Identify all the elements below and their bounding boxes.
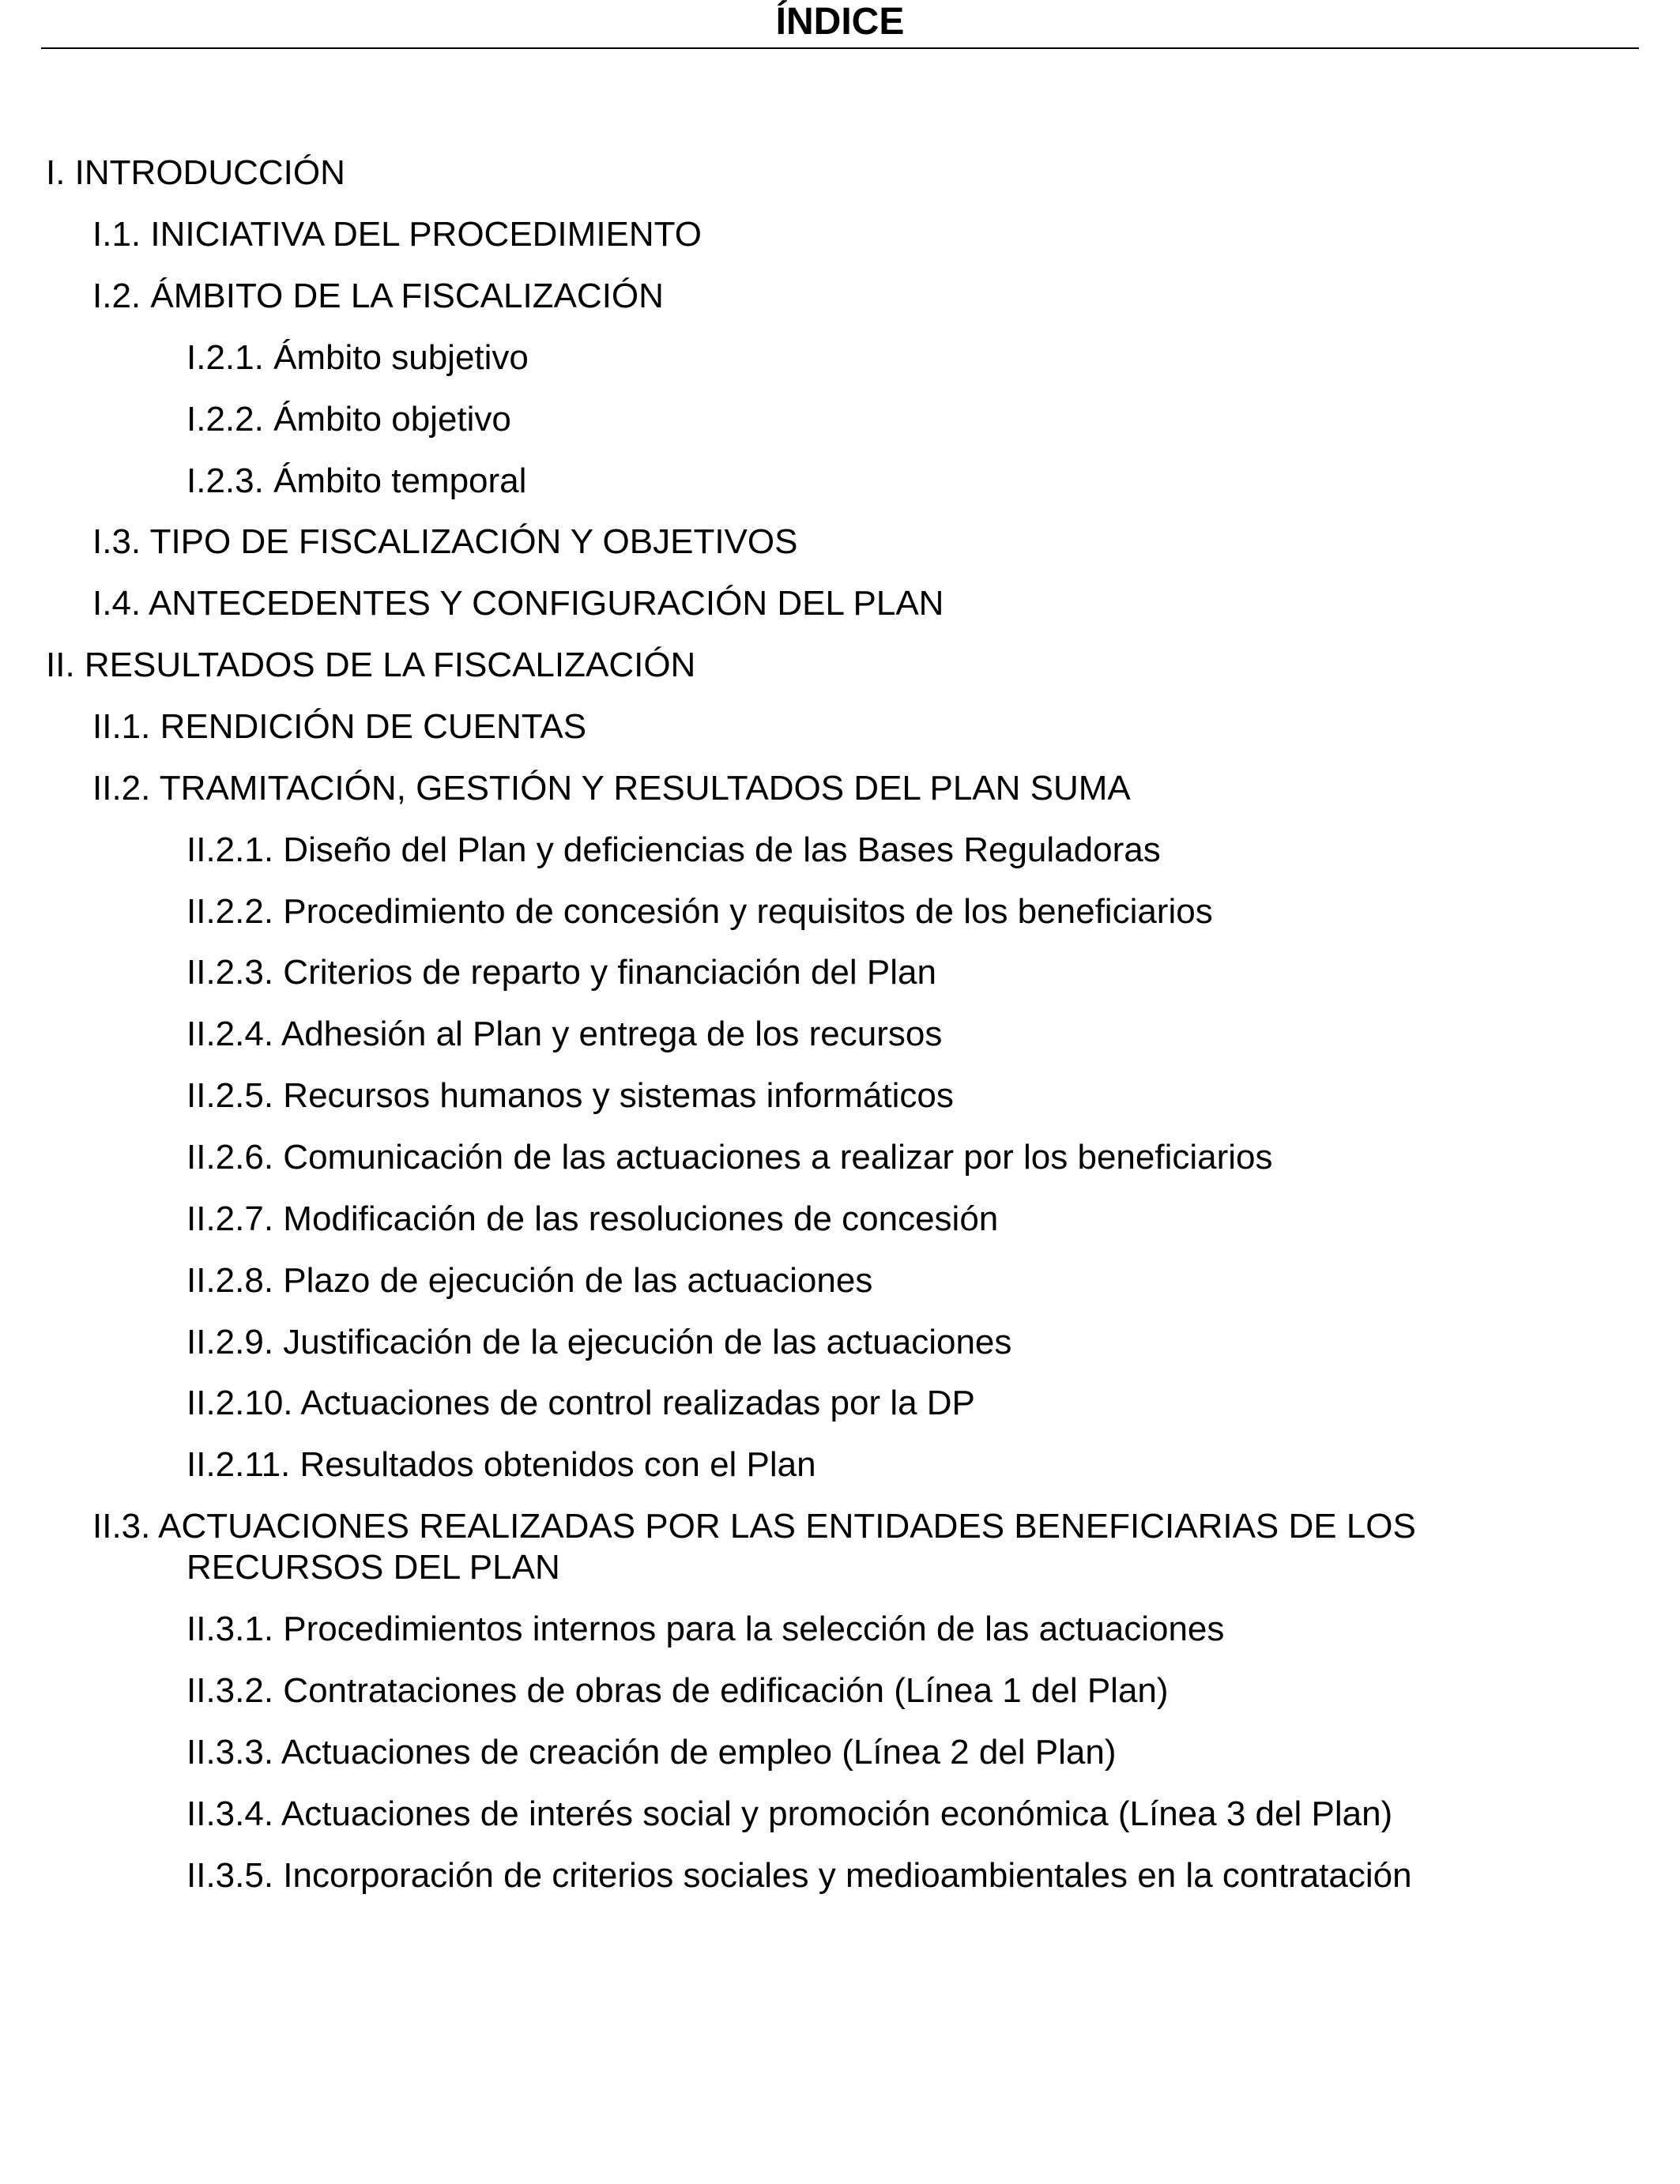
toc-entry-ii-2-2[interactable]: II.2.2. Procedimiento de concesión y requisitos de los beneficiarios	[186, 892, 1213, 931]
page-title: ÍNDICE	[775, 1, 905, 43]
toc-entry-ii-2-1[interactable]: II.2.1. Diseño del Plan y deficiencias de las Bases Reguladoras	[186, 830, 1161, 869]
toc-entry-ii-2-10[interactable]: II.2.10. Actuaciones de control realizadas por la DP	[186, 1384, 975, 1422]
toc-entry-ii-3-continuation[interactable]: RECURSOS DEL PLAN	[186, 1548, 560, 1587]
toc-entry-i-2[interactable]: I.2. ÁMBITO DE LA FISCALIZACIÓN	[92, 277, 664, 315]
toc-entry-ii-3-5[interactable]: II.3.5. Incorporación de criterios sociales y medioambientales en la contratación	[186, 1856, 1412, 1895]
toc-entry-ii-2-11[interactable]: II.2.11. Resultados obtenidos con el Plan	[186, 1445, 816, 1484]
toc-entry-ii-2[interactable]: II.2. TRAMITACIÓN, GESTIÓN Y RESULTADOS DEL PLAN SUMA	[92, 769, 1131, 808]
toc-entry-ii[interactable]: II. RESULTADOS DE LA FISCALIZACIÓN	[46, 646, 696, 684]
toc-entry-i[interactable]: I. INTRODUCCIÓN	[46, 153, 345, 192]
toc-entry-i-2-1[interactable]: I.2.1. Ámbito subjetivo	[186, 338, 529, 377]
toc-entry-ii-3-1[interactable]: II.3.1. Procedimientos internos para la selección de las actuaciones	[186, 1610, 1225, 1648]
toc-entry-ii-2-8[interactable]: II.2.8. Plazo de ejecución de las actuaciones	[186, 1261, 873, 1300]
toc-entry-i-2-2[interactable]: I.2.2. Ámbito objetivo	[186, 400, 511, 439]
toc-entry-ii-3-2[interactable]: II.3.2. Contrataciones de obras de edificación (Línea 1 del Plan)	[186, 1671, 1169, 1710]
toc-entry-ii-3-4[interactable]: II.3.4. Actuaciones de interés social y promoción económica (Línea 3 del Plan)	[186, 1794, 1393, 1833]
toc-entry-i-4[interactable]: I.4. ANTECEDENTES Y CONFIGURACIÓN DEL PLAN	[92, 584, 944, 623]
toc-entry-ii-2-3[interactable]: II.2.3. Criterios de reparto y financiación del Plan	[186, 953, 936, 992]
toc-entry-ii-2-5[interactable]: II.2.5. Recursos humanos y sistemas informáticos	[186, 1076, 954, 1115]
toc-entry-ii-2-4[interactable]: II.2.4. Adhesión al Plan y entrega de los recursos	[186, 1015, 943, 1053]
toc-entry-ii-3-3[interactable]: II.3.3. Actuaciones de creación de empleo (Línea 2 del Plan)	[186, 1733, 1117, 1772]
toc-entry-ii-3[interactable]: II.3. ACTUACIONES REALIZADAS POR LAS ENTIDADES BENEFICIARIAS DE LOS	[92, 1507, 1416, 1546]
toc-entry-ii-2-6[interactable]: II.2.6. Comunicación de las actuaciones a realizar por los beneficiarios	[186, 1138, 1273, 1177]
toc-entry-i-2-3[interactable]: I.2.3. Ámbito temporal	[186, 461, 527, 500]
toc-entry-i-3[interactable]: I.3. TIPO DE FISCALIZACIÓN Y OBJETIVOS	[92, 522, 798, 561]
toc-entry-i-1[interactable]: I.1. INICIATIVA DEL PROCEDIMIENTO	[92, 215, 702, 254]
toc-entry-ii-1[interactable]: II.1. RENDICIÓN DE CUENTAS	[92, 707, 587, 746]
toc-entry-ii-2-7[interactable]: II.2.7. Modificación de las resoluciones de concesión	[186, 1199, 999, 1238]
toc-entry-ii-2-9[interactable]: II.2.9. Justificación de la ejecución de las actuaciones	[186, 1323, 1012, 1361]
